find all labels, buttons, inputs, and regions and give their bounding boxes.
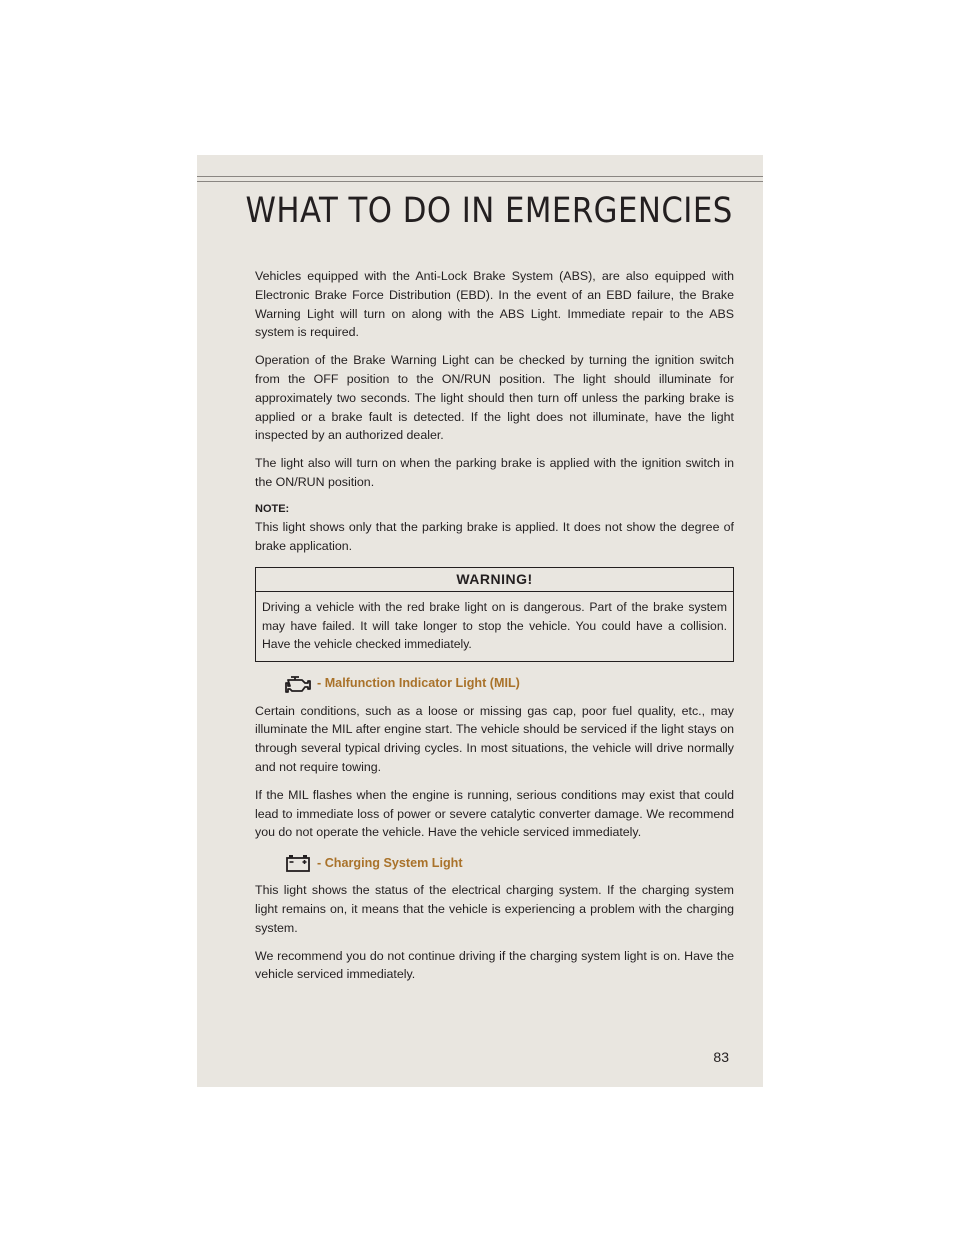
page-content (255, 267, 734, 993)
section-title: WHAT TO DO IN EMERGENCIES (245, 191, 733, 231)
header-rule-secondary (197, 181, 763, 182)
mil-heading-text: - Malfunction Indicator Light (MIL) (317, 676, 520, 691)
warning-box (255, 567, 734, 661)
warning-text: Driving a vehicle with the red brake light on is dangerous. Part of the brake system may have failed. It will take longer to stop the vehicle. You could have a collision. Have the vehicle checked immediately. (262, 600, 727, 652)
paragraph-mil-conditions: Certain conditions, such as a loose or missing gas cap, poor fuel quality, etc., may illuminate the MIL after engine start. The vehicle should be serviced if the light stays on through several typical driving cycles. In most situations, the vehicle will drive normally and not require towing. (255, 703, 734, 774)
manual-page (197, 155, 763, 1087)
engine-icon (283, 673, 313, 695)
note-block (255, 501, 734, 556)
battery-icon (283, 852, 313, 874)
header-rule (197, 176, 763, 177)
charging-heading (283, 851, 734, 875)
warning-title: WARNING! (256, 568, 733, 592)
paragraph-charging-recommendation: We recommend you do not continue driving if the charging system light is on. Have the vehicle serviced immediately. (255, 948, 734, 982)
charging-heading-text: - Charging System Light (317, 855, 463, 870)
paragraph-parking-brake: The light also will turn on when the parking brake is applied with the ignition switch in the ON/RUN position. (255, 456, 734, 489)
note-label: NOTE: (255, 502, 290, 515)
page-number: 83 (713, 1049, 729, 1065)
note-text: This light shows only that the parking brake is applied. It does not show the degree of brake application. (255, 519, 734, 553)
mil-heading (283, 672, 734, 696)
paragraph-brake-check: Operation of the Brake Warning Light can be checked by turning the ignition switch from the OFF position to the ON/RUN position. The light should illuminate for approximately two seconds. The light should then turn off unless the parking brake is applied or a brake fault is detected. If the light does not illuminate, have the light inspected by an authorized dealer. (255, 353, 734, 443)
paragraph-mil-flashing: If the MIL flashes when the engine is running, serious conditions may exist that could lead to immediate loss of power or severe catalytic converter damage. We recommend you do not operate the vehicle. Have the vehicle serviced immediately. (255, 787, 734, 840)
paragraph-ebd: Vehicles equipped with the Anti-Lock Brake System (ABS), are also equipped with Electronic Brake Force Distribution (EBD). In the event of an EBD failure, the Brake Warning Light will turn on along with the ABS Light. Immediate repair to the ABS system is required. (255, 269, 734, 340)
paragraph-charging-status: This light shows the status of the electrical charging system. If the charging system light remains on, it means that the vehicle is experiencing a problem with the charging system. (255, 883, 734, 935)
